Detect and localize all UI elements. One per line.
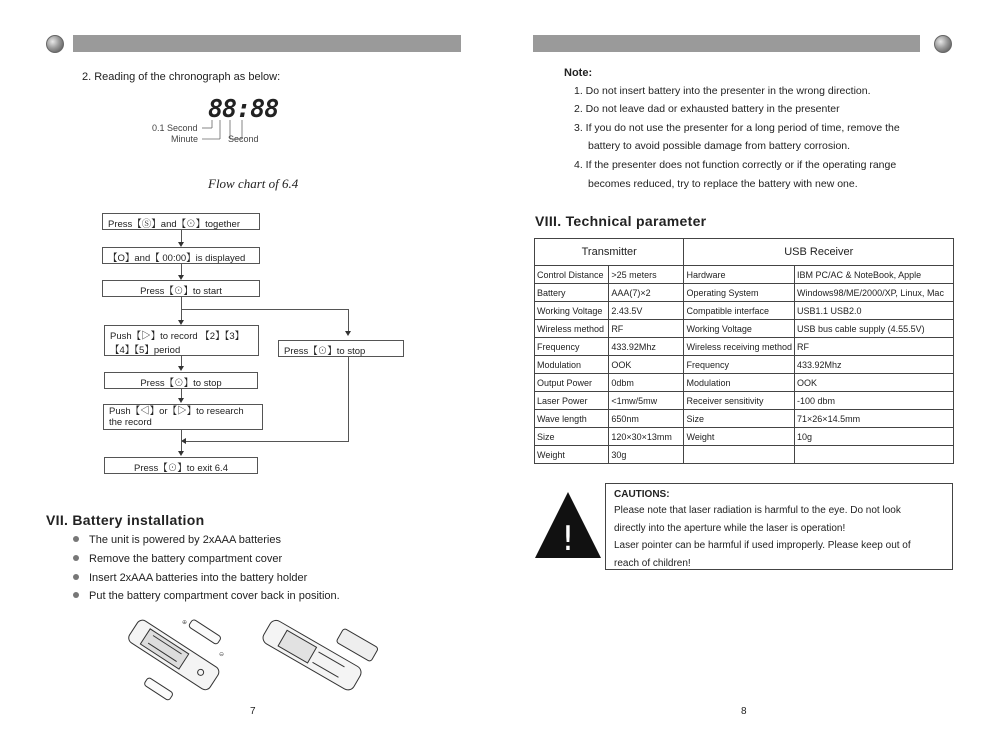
header-usb-receiver: USB Receiver [684,239,954,266]
battery-insert-illustration [118,612,230,704]
table-cell: 433.92Mhz [795,356,954,374]
table-cell: AAA(7)×2 [609,284,684,302]
note-item-cont: becomes reduced, try to replace the battery with new one. [588,178,858,190]
table-row [535,428,954,446]
table-cell: USB bus cable supply (4.55.5V) [795,320,954,338]
flow-step-4-line1: Push【▷】to record 【2】【3】 [110,331,245,342]
table-cell: Frequency [535,338,609,356]
tech-section-title: VIII. Technical parameter [535,213,707,229]
battery-section-title: VII. Battery installation [46,512,205,528]
label-01-second: 0.1 Second [152,123,198,133]
table-cell: 10g [795,428,954,446]
battery-step: Remove the battery compartment cover [73,553,282,565]
flow-branch-line [348,309,349,332]
table-cell: >25 meters [609,266,684,284]
flow-branch-line [181,309,348,310]
flow-return-line [348,357,349,441]
table-row [535,374,954,392]
table-cell: Hardware [684,266,795,284]
table-cell: OOK [795,374,954,392]
table-cell: 71×26×14.5mm [795,410,954,428]
table-row [535,356,954,374]
table-cell: Weight [684,428,795,446]
flow-arrow [178,451,184,456]
note-item: 4. If the presenter does not function correctly or if the operating range [574,159,897,171]
table-cell: Modulation [535,356,609,374]
header-circle-right [934,35,952,53]
cautions-box [605,483,953,570]
chronograph-display: 88:88 [208,94,279,123]
flow-chart-title: Flow chart of 6.4 [208,176,299,191]
note-item: 2. Do not leave dad or exhausted battery in the presenter [574,103,840,115]
warning-triangle-icon [533,490,603,560]
table-cell: 433.92Mhz [609,338,684,356]
table-cell: 650nm [609,410,684,428]
warning-mark: ! [561,519,575,559]
table-cell: Working Voltage [535,302,609,320]
table-cell: RF [795,338,954,356]
page-number-right: 8 [741,706,747,717]
table-cell: RF [609,320,684,338]
svg-text:⊖: ⊖ [219,651,225,658]
table-cell: IBM PC/AC & NoteBook, Apple [795,266,954,284]
table-cell: 2.43.5V [609,302,684,320]
flow-step-5: Press【⊙】to stop [104,372,258,389]
flow-arrow [178,366,184,371]
table-cell: OOK [609,356,684,374]
table-cell: Receiver sensitivity [684,392,795,410]
table-cell: Size [684,410,795,428]
table-cell: Output Power [535,374,609,392]
flow-step-7: Press【⊙】to exit 6.4 [104,457,258,474]
flow-arrow [345,331,351,336]
header-circle-left [46,35,64,53]
table-cell: Wireless method [535,320,609,338]
header-bar-right [533,35,920,52]
table-cell: Frequency [684,356,795,374]
note-item-cont: battery to avoid possible damage from battery corrosion. [588,140,851,152]
battery-step: Insert 2xAAA batteries into the battery holder [73,572,307,584]
table-cell: 30g [609,446,684,464]
table-row [535,266,954,284]
label-second: Second [228,134,259,144]
flow-connector [181,430,182,451]
note-label: Note: [564,67,593,79]
table-cell: <1mw/5mw [609,392,684,410]
flow-step-6 [103,404,263,430]
flow-step-3: Press【⊙】to start [102,280,260,297]
cover-replace-illustration [255,616,381,698]
table-row [535,446,954,464]
flow-step-4 [104,325,259,356]
chronograph-intro: 2. Reading of the chronograph as below: [82,71,281,83]
table-cell: Modulation [684,374,795,392]
label-minute: Minute [171,134,199,144]
caution-line: reach of children! [614,557,691,569]
header-transmitter: Transmitter [535,239,684,266]
table-cell [795,446,954,464]
table-cell: Wireless receiving method [684,338,795,356]
table-row [535,392,954,410]
table-cell: 0dbm [609,374,684,392]
table-row [535,410,954,428]
flow-return-line [186,441,349,442]
flow-step-4-line2: 【4】【5】period [110,345,181,356]
table-cell: 120×30×13mm [609,428,684,446]
flow-step-6-line1: Push【◁】or【▷】to research [109,406,244,417]
table-cell: Windows98/ME/2000/XP, Linux, Mac [795,284,954,302]
table-cell: Compatible interface [684,302,795,320]
table-row [535,338,954,356]
flow-step-1: Press【Ⓢ】and【⊙】together [102,213,260,230]
battery-step: Put the battery compartment cover back in position. [73,590,340,602]
battery-step: The unit is powered by 2xAAA batteries [73,534,281,546]
cautions-title: CAUTIONS: [614,489,670,500]
flow-side-stop: Press【⊙】to stop [278,340,404,357]
page-number-left: 7 [250,706,256,717]
flow-step-6-line2: the record [109,417,152,428]
table-row [535,320,954,338]
table-cell: Laser Power [535,392,609,410]
table-cell: Control Distance [535,266,609,284]
note-item: 1. Do not insert battery into the presenter in the wrong direction. [574,85,871,97]
note-item: 3. If you do not use the presenter for a long period of time, remove the [574,122,900,134]
flow-connector [181,356,182,366]
caution-line: Please note that laser radiation is harmful to the eye. Do not look [614,505,901,516]
table-cell: Size [535,428,609,446]
table-cell: Battery [535,284,609,302]
table-cell: Wave length [535,410,609,428]
caution-line: directly into the aperture while the laser is operation! [614,522,846,534]
table-cell: Operating System [684,284,795,302]
table-row [535,302,954,320]
caution-line: Laser pointer can be harmful if used improperly. Please keep out of [614,540,911,551]
table-cell: Working Voltage [684,320,795,338]
tech-parameter-table [534,238,954,464]
table-cell: -100 dbm [795,392,954,410]
header-bar-left [73,35,461,52]
svg-text:⊕: ⊕ [182,619,188,626]
table-cell [684,446,795,464]
table-row [535,284,954,302]
flow-arrow [178,398,184,403]
flow-step-2: 【O】and【 00:00】is displayed [102,247,260,264]
table-cell: Weight [535,446,609,464]
table-cell: USB1.1 USB2.0 [795,302,954,320]
